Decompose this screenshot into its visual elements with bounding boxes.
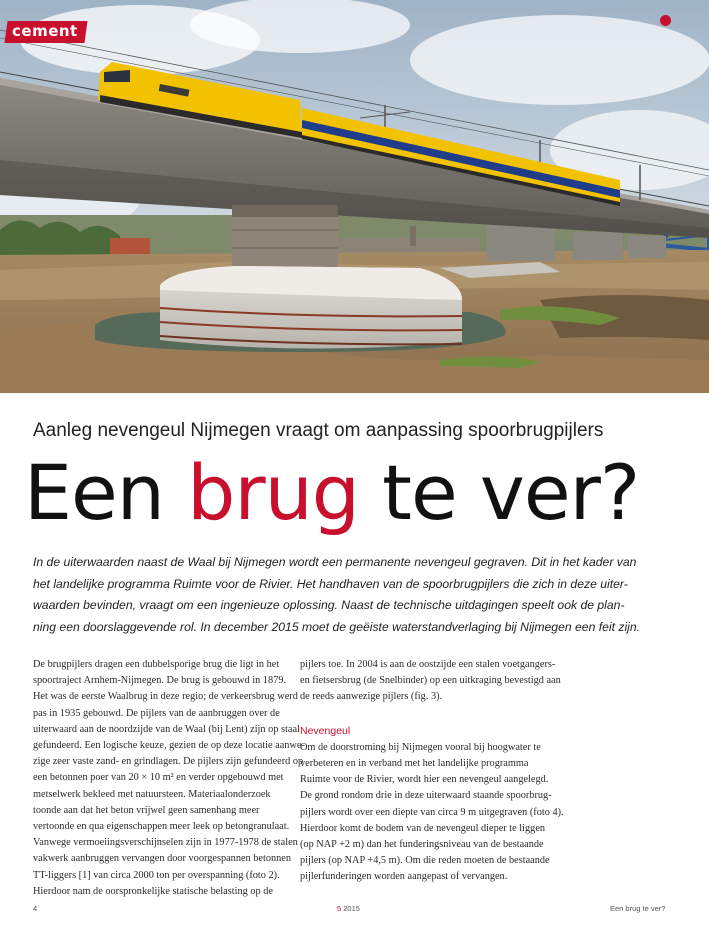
bridge-photo-illustration	[0, 0, 709, 393]
section-heading: Nevengeul	[300, 724, 351, 737]
body-line: Ruimte voor de Rivier, wordt hier een nevengeul aangelegd.	[300, 774, 549, 786]
body-line: verbeteren en in verband met het landelijke programma	[300, 758, 529, 770]
intro-line: In de uiterwaarden naast de Waal bij Nijmegen wordt een permanente nevengeul gegraven. Dit in het kader van	[33, 555, 637, 569]
body-line: spoortraject Arnhem-Nijmegen. De brug is gebouwd in 1879.	[33, 675, 287, 687]
body-line: (op NAP +2 m) dan het funderingsniveau van de bestaande	[300, 839, 544, 851]
intro-line: het landelijke programma Ruimte voor de Rivier. Het handhaven van de spoorbrugpijlers die zich in deze uiter-	[33, 576, 628, 591]
body-line: gefundeerd. Een logische keuze, gezien de op deze locatie aanwe-	[33, 740, 305, 752]
body-line: pijlers wordt over een diepte van circa 9 m uitgegraven (foto 4).	[300, 806, 564, 818]
article-intro	[33, 552, 683, 638]
body-line: zige zeer vaste zand- en grindlagen. De pijlers zijn gefundeerd op	[33, 756, 304, 768]
section-marker-dot	[660, 15, 671, 26]
issue-number: 5	[337, 904, 342, 913]
body-line: een betonnen poer van 20 × 10 m² en verder opgebouwd met	[33, 772, 284, 784]
body-line: toonde aan dat het beton vrijwel geen samenhang meer	[33, 804, 260, 816]
body-line: De grond rondom drie in deze uiterwaard staande spoorbrug-	[300, 790, 552, 802]
body-line: pas in 1935 gebouwd. De pijlers van de aanbruggen over de	[33, 707, 280, 719]
body-line: vakwerk aanbruggen vervangen door voorgespannen betonnen	[33, 853, 292, 865]
body-line: Vanwege vermoeiingsverschijnselen zijn in 1977-1978 de stalen	[33, 837, 298, 849]
body-column-left	[33, 657, 305, 900]
brand-logo: cement	[12, 22, 78, 40]
issue-year: 2015	[341, 904, 360, 913]
body-line: de reeds aanwezige pijlers (fig. 3).	[300, 691, 443, 703]
body-line: en fietsersbrug (de Snelbinder) op een uitkraging bevestigd aan	[300, 675, 561, 687]
body-line: De brugpijlers dragen een dubbelsporige brug die ligt in het	[33, 659, 280, 670]
hero-photo	[0, 0, 709, 393]
body-line: metselwerk bekleed met natuursteen. Materiaalonderzoek	[33, 788, 271, 800]
body-line: vertoonde en qua eigenschappen meer leek op betongranulaat.	[33, 821, 290, 833]
intro-line: waarden bevinden, vraagt om een ingenieuze oplossing. Naast de technische uitdagingen speelt ook de plan-	[33, 598, 625, 612]
body-line: pijlerfunderingen worden aangepast of vervangen.	[300, 871, 508, 883]
body-line: Hierdoor komt de bodem van de nevengeul dieper te liggen	[300, 822, 546, 834]
body-line: uiterwaard aan de noordzijde van de Waal (bij Lent) zijn op staal	[33, 723, 300, 735]
body-line: Om de doorstroming bij Nijmegen vooral bij hoogwater te	[300, 741, 541, 753]
issue-label	[337, 904, 360, 913]
article-title	[24, 448, 704, 538]
body-line: Het was de eerste Waalbrug in deze regio; de verkeersbrug werd	[33, 691, 298, 703]
article-subtitle: Aanleg nevengeul Nijmegen vraagt om aanpassing spoorbrugpijlers	[33, 420, 604, 441]
title-accent: brug	[187, 448, 360, 537]
page-number: 4	[33, 904, 38, 913]
running-title: Een brug te ver?	[610, 904, 666, 913]
body-line: Hierdoor nam de oorspronkelijke statische belasting op de	[33, 885, 273, 897]
intro-line: ning een doorslaggevende rol. In december 2015 moet de geëiste waterstandverlaging bij Nijmegen een feit zijn.	[33, 619, 641, 634]
title-post: te ver?	[359, 448, 640, 537]
body-line: pijlers (op NAP +4,5 m). Om die reden moeten de bestaande	[300, 855, 550, 867]
body-line: TT-liggers [1] van circa 2000 ton per overspanning (foto 2).	[33, 869, 280, 881]
body-column-right	[300, 657, 564, 886]
body-line: pijlers toe. In 2004 is aan de oostzijde een stalen voetgangers-	[300, 659, 556, 670]
title-pre: Een	[24, 448, 188, 537]
